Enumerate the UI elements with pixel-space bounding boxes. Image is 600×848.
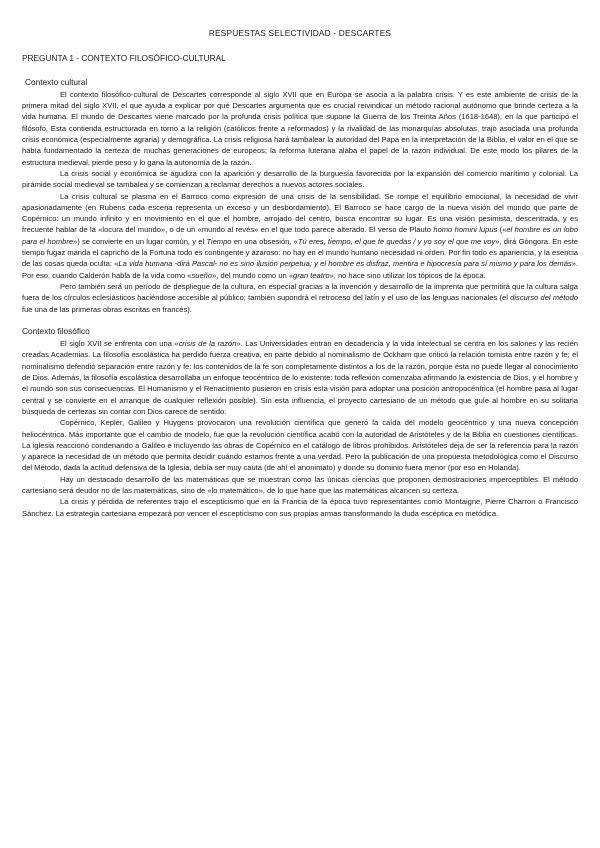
paragraph: Pero también será un período de despliegue de la cultura, en especial gracias a la invención y desarrollo de la imprenta que permitirá que la cultura salga fuera de los círculos eclesiásticos haciéndose accesible al público; también supondrá el retroceso del latín y el uso de las lenguas nacionales (el discurso del método fue una de las primeras obras escritas en francés).	[22, 281, 578, 314]
gongora-quote: Tú eres, tiempo, el que te quedas / y yo soy el que me voy	[297, 236, 496, 246]
latin-quote: homo homini lupus	[433, 225, 498, 235]
paragraph: La crisis cultural se plasma en el Barroco como expresión de una crisis de la sensibilidad. Se rompe el equilibrio emocional, la necesidad de vivir apasionadamente (en Rubens cada escena representa un exceso y un desbordamiento). El Barroco se hace cargo de la nueva visión del mundo que parte de Copérnico: un mundo infinito y en movimiento en el que el hombre, arrojado del centro, busca encontrar su lugar. Es una visión pesimista, descentrada, y es frecuente hablar de la «locura del mundo», o de un «mundo al revés» en el que todo parece alterado. El verso de Plauto homo homini lupus («el hombre es un lobo para el hombre») se convierte en un lugar común, y el Tiempo en una obsesión, «Tú eres, tiempo, el que te quedas / y yo soy el que me voy», dirá Góngora. En este tiempo fugaz manda el capricho de la Fortuna todo es contingente y azaroso: no hay en el mundo humano necesidad ni orden. Por fin todo es apariencia, y la esencia de las cosas queda oculta: «La vida humana -dirá Pascal- no es sino ilusión perpetua; y el hombre es disfraz, mentira e hipocresía para sí mismo y para los demás». Por eso, cuando Calderón habla de la vida como «sueño», del mundo como un «gran teatro», no hace sino utilizar los tópicos de la época.	[22, 191, 579, 280]
paragraph: La crisis social y económica se agudiza con la aparición y desarrollo de la burguesía favorecida por la expansión del comercio marítimo y colonial. La pirámide social medieval se tambalea y se comienzan a reclamar derechos a nuevos actores sociales.	[22, 168, 578, 190]
emphasis: Tiempo	[206, 236, 232, 246]
paragraph: La crisis y pérdida de referentes trajo el escepticismo que en la Francia de la época tuvo representantes como Montaigne, Pierre Charron o Francisco Sánchez. La estrategia cartesiana empezará por vencer el escepticismo con sus propias armas transformando la duda escéptica en metódica.	[22, 497, 578, 518]
emphasis: gran teatro	[293, 270, 330, 280]
paragraph: Copérnico, Kepler, Galileo y Huygens provocaron una revolución científica que generó la caída del modelo geocéntrico y una nueva concepción heliocéntrica. Más importante que el cambio de modelo, fue que la revolución científica acabó con la autoridad de Aristóteles y de la Biblia en cuestiones científicas. La iglesia reaccionó condenando a Galileo e incluyendo las obras de Copérnico en el catálogo de libros prohibidos. Aristóteles deja de ser la referencia para la razón y aparece la necesidad de un método que permita decidir cuándo estamos frente a una verdad. Pero la publicación de una propuesta metodológica como el Discurso del Método, dada la actitud defensiva de la Iglesia, debía ser muy cauta (de ahí el anonimato) y donde su dominio fuera menor (por eso en Holanda).	[22, 418, 578, 473]
paragraph: El contexto filosófico-cultural de Descartes corresponde al siglo XVII que en Europa se asocia a la palabra crisis. Y es este ambiente de crisis de la primera mitad del siglo XVII, el que ayuda a explicar por qué Descartes argumenta que es crucial reivindicar un método racional autónomo que brinde certeza a la vida humana. El mundo de Descartes viene marcado por la profunda crisis política que supone la Guerra de los Treinta Años (1618-1648), en la que participó el filósofo. Esta contienda estructurada en torno a la religión (católicos frente a reformados) y la rivalidad de las monarquías absolutas, trajo asociada una profunda crisis económica (especialmente agraria) y demográfica. La crisis religiosa hará tambalear la autoridad del Papa en la interpretación de la Biblia, el valor en el que se había fundamentado la certeza de muchas generaciones de europeos; la reforma luterana alaba el papel de la razón individual. De este modo los pilares de la estructura medieval, pierde peso y lo gana la autonomía de la razón.	[22, 89, 578, 167]
emphasis: sueño	[191, 270, 213, 280]
section-title-philosophical: Contexto filosófico	[22, 325, 90, 336]
paragraph: Hay un destacado desarrollo de las matemáticas que se muestran como las únicas ciencias que proponen demostraciones imperceptibles. El método cartesiano será deudor no de las matemáticas, sino de «lo matemático», de lo que hace que las matemáticas alcancen su certeza.	[22, 474, 578, 495]
question-heading: PREGUNTA 1 - CONTEXTO FILOSÓFICO-CULTURAL	[22, 53, 226, 64]
paragraph: El siglo XVII se enfrenta con una «crisis de la razón». Las Universidades entran en decadencia y la vida intelectual se centra en los salones y las recién creadas Academias. La filosofía escolástica ha perdido fuerza creativa, en parte debido al nominalismo de Ockham que criticó la relación tomista entre razón y fe; el nominalismo defendió separación entre razón y fe: los contenidos de la fe son completamente distintos a los de la razón, porque ésta no puede llegar al conocimiento de Dios. Además, la filosofía escolástica desarrollaba un enfoque teocéntrico de lo existente: toda reflexión comenzaba afirmando la existencia de Dios, y el hombre y el mundo son sus consecuencias. El Humanismo y el Renacimiento pusieron en crisis esta visión para adoptar una posición antropocéntrica (el hombre pasa al lugar central y se convierte en el arranque de cualquier reflexión posible). Sin esta influencia, el proyecto cartesiano de un método que guíe al hombre en su solitaria búsqueda de certezas sin contar con Dios carece de sentido.	[22, 339, 578, 416]
section-title-cultural: Contexto cultural	[25, 76, 88, 87]
emphasis: crisis de la razón	[178, 339, 237, 349]
document-title: RESPUESTAS SELECTIVIDAD - DESCARTES	[208, 28, 392, 38]
book-title: discurso del método	[510, 293, 578, 303]
quote-translation: el hombre es un lobo para el hombre	[22, 225, 579, 246]
pascal-quote: La vida humana -dirá Pascal- no es sino ilusión perpetua; y el hombre es disfraz, mentira e hipocresía para sí mismo y para los demás	[118, 259, 572, 269]
